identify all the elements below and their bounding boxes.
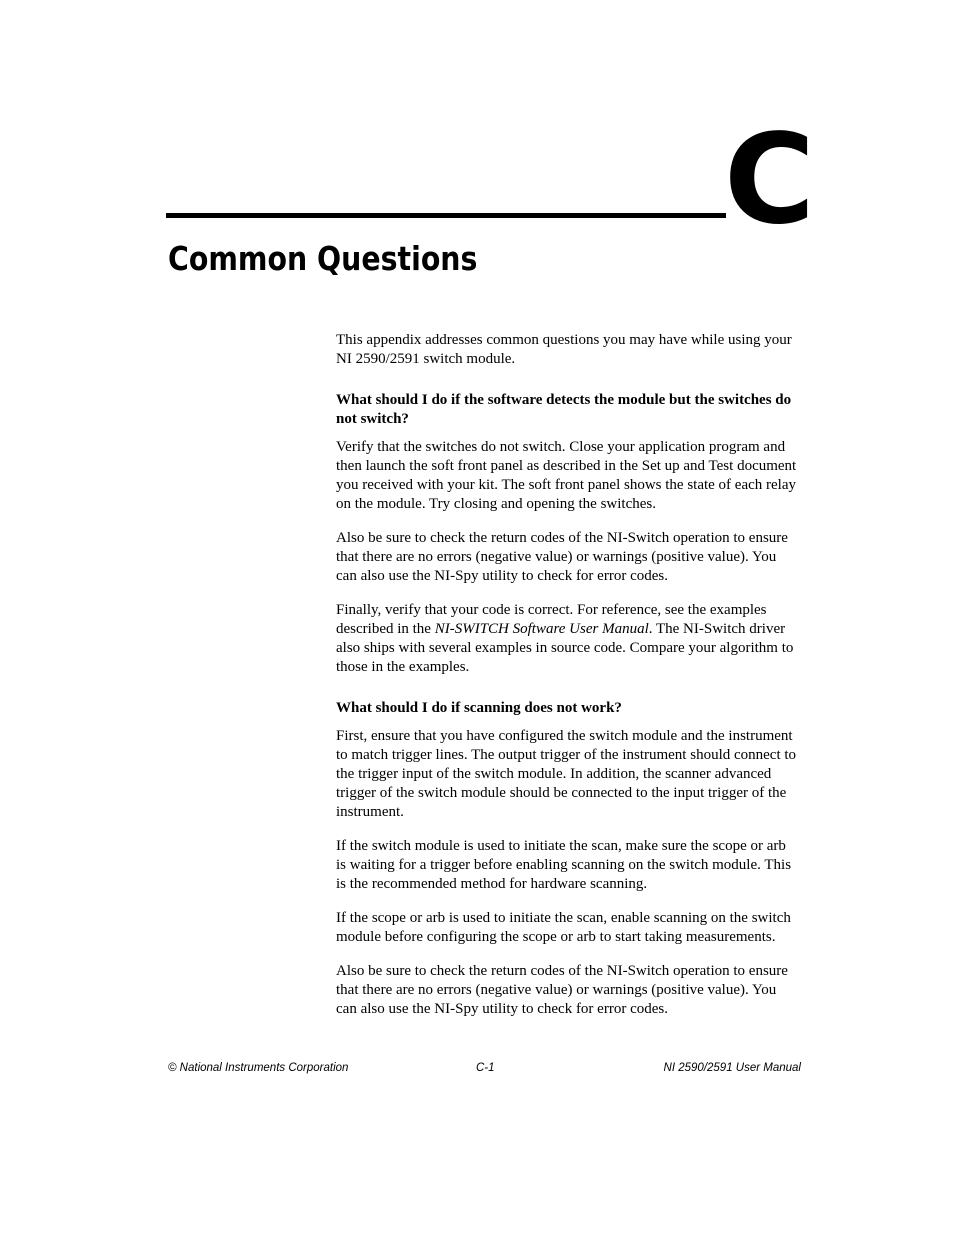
answer-paragraph: Also be sure to check the return codes of the NI-Switch operation to ensure that there are no errors (negative value) or warnings (positive value). You can also use the NI-Spy utility to check for error codes. xyxy=(336,530,788,584)
answer-paragraph: If the scope or arb is used to initiate the scan, enable scanning on the switch module before configuring the scope or arb to start taking measurements. xyxy=(336,910,791,945)
chapter-rule xyxy=(166,213,726,218)
page-number: C-1 xyxy=(476,1062,495,1074)
intro-paragraph: This appendix addresses common questions you may have while using your NI 2590/2591 switch module. xyxy=(336,332,792,367)
page-footer xyxy=(168,1062,801,1078)
manual-title-reference: NI-SWITCH Software User Manual xyxy=(434,621,649,637)
footer-copyright: © National Instruments Corporation xyxy=(168,1062,349,1074)
answer-text: . The NI-Switch driver also ships with several examples in source code. Compare your algorithm to those in the examples. xyxy=(336,621,794,675)
answer-paragraph: If the switch module is used to initiate the scan, make sure the scope or arb is waiting for a trigger before enabling scanning on the switch module. This is the recommended method for hardware scanning. xyxy=(336,838,792,892)
question-heading: What should I do if the software detects the module but the switches do not switch? xyxy=(336,392,792,427)
answer-paragraph: First, ensure that you have configured the switch module and the instrument to match trigger lines. The output trigger of the instrument should connect to the trigger input of the switch module. In addition, the scanner advanced trigger of the switch module should be connected to the input trigger of the instrument. xyxy=(336,728,797,820)
answer-paragraph: Verify that the switches do not switch. Close your application program and then launch the soft front panel as described in the Set up and Test document you received with your kit. The soft front panel shows the state of each relay on the module. Try closing and opening the switches. xyxy=(336,439,797,512)
chapter-letter: C xyxy=(724,108,814,252)
main-content xyxy=(336,331,799,1034)
answer-text: Finally, verify that your code is correct. For reference, see the examples described in the xyxy=(336,602,767,637)
question-heading: What should I do if scanning does not work? xyxy=(336,700,622,716)
page-title: Common Questions xyxy=(168,239,478,278)
answer-paragraph xyxy=(336,601,799,677)
footer-manual-title: NI 2590/2591 User Manual xyxy=(663,1062,801,1074)
answer-paragraph: Also be sure to check the return codes of the NI-Switch operation to ensure that there are no errors (negative value) or warnings (positive value). You can also use the NI-Spy utility to check for error codes. xyxy=(336,963,788,1017)
